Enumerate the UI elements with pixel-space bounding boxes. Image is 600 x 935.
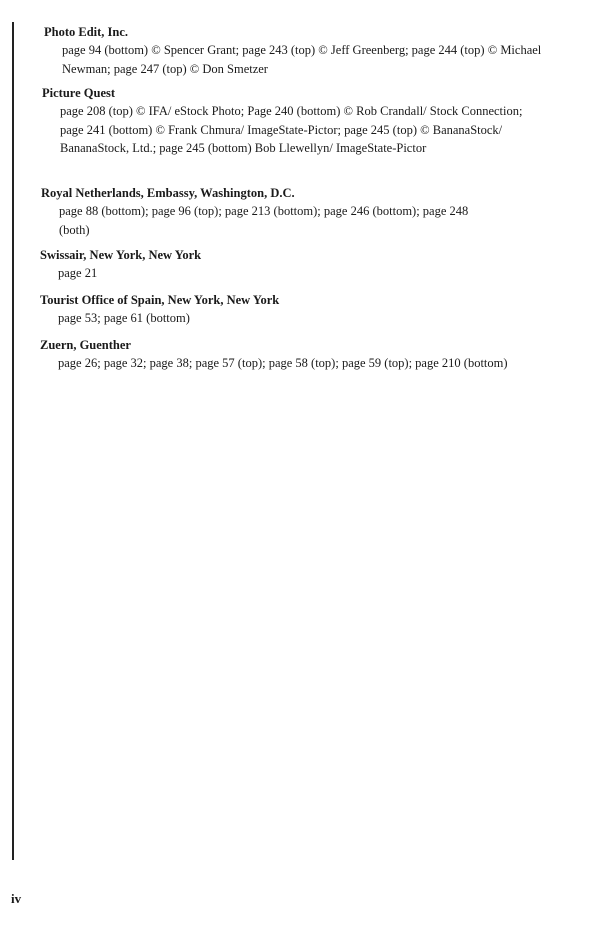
credit-entry-photo-edit	[44, 23, 544, 78]
entry-heading: Tourist Office of Spain, New York, New York	[40, 293, 280, 307]
entry-text: page 94 (bottom) © Spencer Grant; page 243 (top) © Jeff Greenberg; page 244 (top) © Michael Newman; page 247 (top) © Don Smetzer	[62, 43, 542, 76]
credit-entry-royal-netherlands	[41, 184, 481, 239]
entry-heading: Swissair, New York, New York	[40, 248, 202, 262]
credit-entry-tourist-office-spain	[40, 291, 540, 328]
entry-text: page 53; page 61 (bottom)	[58, 311, 190, 325]
credit-entry-zuern	[40, 336, 518, 373]
page-number: iv	[11, 891, 22, 906]
entry-heading: Royal Netherlands, Embassy, Washington, D.C.	[41, 186, 295, 200]
entry-text: page 26; page 32; page 38; page 57 (top); page 58 (top); page 59 (top); page 210 (bottom)	[58, 356, 508, 370]
entry-heading: Zuern, Guenther	[40, 338, 131, 352]
margin-rule	[12, 22, 14, 860]
entry-heading: Picture Quest	[42, 86, 116, 100]
entry-text: page 88 (bottom); page 96 (top); page 213 (bottom); page 246 (bottom); page 248 (both)	[59, 204, 469, 237]
credit-entry-swissair	[40, 246, 540, 283]
entry-text: page 208 (top) © IFA/ eStock Photo; Page 240 (bottom) © Rob Crandall/ Stock Connection; page 241 (bottom) © Frank Chmura/ ImageState-Pictor; page 245 (top) © BananaStock/ BananaStock, Ltd.; page 245 (bottom) Bob Llewellyn/ ImageState-Pictor	[60, 104, 523, 155]
credit-entry-picture-quest	[42, 84, 547, 158]
entry-text: page 21	[58, 266, 98, 280]
entry-heading: Photo Edit, Inc.	[44, 25, 129, 39]
